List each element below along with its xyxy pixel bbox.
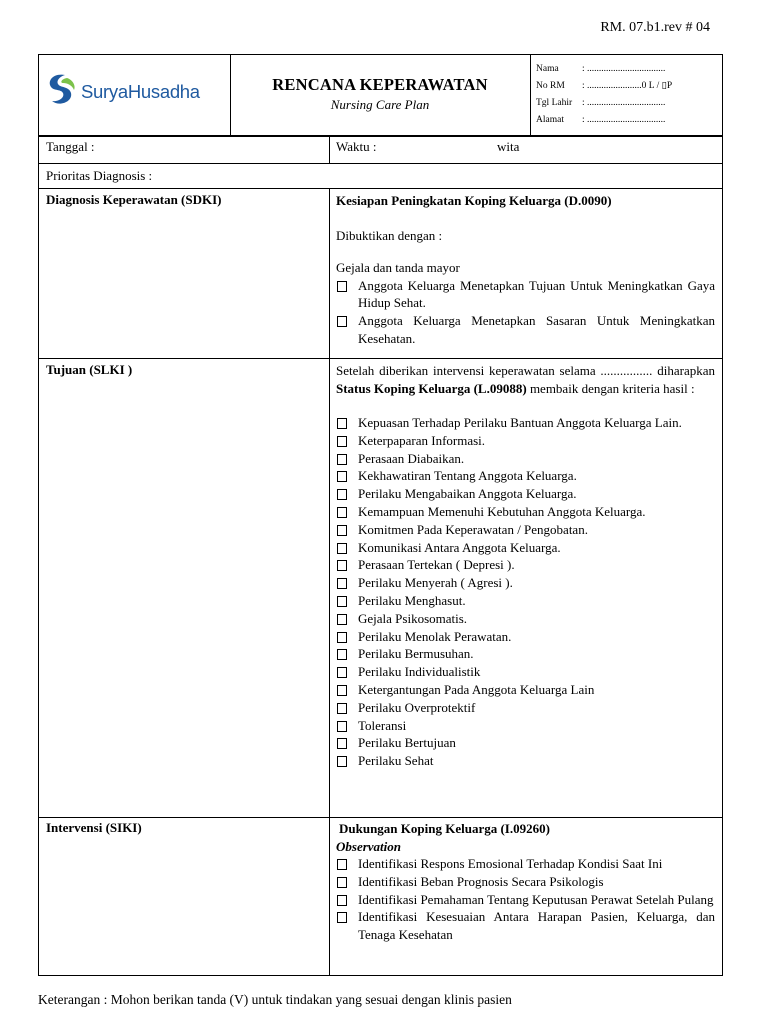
- tujuan-criteria-item[interactable]: Keterpaparan Informasi.: [336, 432, 715, 450]
- patient-field-alamat[interactable]: Alamat : .................................: [536, 115, 666, 125]
- tujuan-row: [39, 358, 722, 817]
- tujuan-criteria-item[interactable]: Perilaku Bermusuhan.: [336, 645, 715, 663]
- form-title: RENCANA KEPERAWATAN: [272, 75, 488, 94]
- tujuan-criteria-item[interactable]: Perilaku Mengabaikan Anggota Keluarga.: [336, 485, 715, 503]
- tujuan-criteria-item[interactable]: Ketergantungan Pada Anggota Keluarga Lain: [336, 681, 715, 699]
- tujuan-label: Tujuan (SLKI ): [46, 362, 133, 377]
- intervensi-item[interactable]: Identifikasi Kesesuaian Antara Harapan Pasien, Keluarga, dan Tenaga Kesehatan: [336, 908, 715, 944]
- diagnosis-row: [39, 188, 722, 358]
- tujuan-criteria-item[interactable]: Perilaku Sehat: [336, 752, 715, 770]
- intervensi-item[interactable]: Identifikasi Beban Prognosis Secara Psikologis: [336, 873, 715, 891]
- tujuan-criteria-item[interactable]: Kepuasan Terhadap Perilaku Bantuan Anggota Keluarga Lain.: [336, 414, 715, 432]
- tujuan-criteria-item[interactable]: Perilaku Bertujuan: [336, 734, 715, 752]
- priority-row: [39, 163, 722, 188]
- diagnosis-label: Diagnosis Keperawatan (SDKI): [46, 192, 222, 207]
- tanggal-field[interactable]: Tanggal :: [46, 139, 95, 154]
- intervensi-row: [39, 817, 722, 975]
- date-time-row: [39, 136, 722, 163]
- tujuan-intro: Setelah diberikan intervensi keperawatan selama ................ diharapkan Status Koping Keluarga (L.09088) membaik dengan kriteria hasil :: [336, 363, 715, 396]
- waktu-field[interactable]: Waktu :: [336, 139, 377, 154]
- diagnosis-major: Gejala dan tanda mayor: [336, 260, 460, 275]
- brand-name: SuryaHusadha: [81, 81, 200, 102]
- tujuan-criteria-item[interactable]: Gejala Psikosomatis.: [336, 610, 715, 628]
- patient-field-norm[interactable]: No RM : .......................0 L / ▯P: [536, 81, 673, 91]
- intervensi-item[interactable]: Identifikasi Pemahaman Tentang Keputusan Perawat Setelah Pulang: [336, 891, 715, 909]
- hospital-logo: [39, 55, 231, 135]
- intervensi-list: [336, 855, 715, 944]
- form-title-block: [230, 55, 531, 135]
- prioritas-field[interactable]: Prioritas Diagnosis :: [46, 168, 153, 183]
- patient-identity: [536, 61, 672, 129]
- document-code: RM. 07.b1.rev # 04: [600, 20, 710, 35]
- tujuan-criteria-item[interactable]: Perilaku Menyerah ( Agresi ).: [336, 574, 715, 592]
- diagnosis-evidence: Dibuktikan dengan :: [336, 227, 443, 243]
- tujuan-criteria-item[interactable]: Kemampuan Memenuhi Kebutuhan Anggota Keluarga.: [336, 503, 715, 521]
- intervensi-heading: Dukungan Koping Keluarga (I.09260): [339, 821, 550, 836]
- tujuan-criteria-item[interactable]: Toleransi: [336, 717, 715, 735]
- intervensi-item[interactable]: Identifikasi Respons Emosional Terhadap Kondisi Saat Ini: [336, 855, 715, 873]
- tujuan-criteria-item[interactable]: Komunikasi Antara Anggota Keluarga.: [336, 539, 715, 557]
- intervensi-label: Intervensi (SIKI): [46, 820, 142, 835]
- tujuan-criteria-item[interactable]: Perilaku Overprotektif: [336, 699, 715, 717]
- intervensi-section: Observation: [336, 838, 401, 854]
- care-plan-table: [38, 136, 723, 976]
- tujuan-criteria-item[interactable]: Perilaku Menolak Perawatan.: [336, 628, 715, 646]
- tujuan-criteria-item[interactable]: Komitmen Pada Keperawatan / Pengobatan.: [336, 521, 715, 539]
- footer-note: Keterangan : Mohon berikan tanda (V) untuk tindakan yang sesuai dengan klinis pasien: [38, 992, 512, 1007]
- tujuan-criteria-item[interactable]: Perasaan Tertekan ( Depresi ).: [336, 556, 715, 574]
- form-subtitle: Nursing Care Plan: [330, 97, 430, 112]
- patient-field-nama[interactable]: Nama : .................................: [536, 64, 666, 74]
- surya-husadha-logo-icon: [43, 71, 79, 107]
- diagnosis-item[interactable]: Anggota Keluarga Menetapkan Sasaran Untuk Meningkatkan Kesehatan.: [336, 312, 715, 348]
- tujuan-criteria-item[interactable]: Perasaan Diabaikan.: [336, 450, 715, 468]
- diagnosis-heading: Kesiapan Peningkatan Koping Keluarga (D.0090): [336, 193, 612, 208]
- tujuan-criteria-item[interactable]: Perilaku Individualistik: [336, 663, 715, 681]
- tujuan-criteria-item[interactable]: Kekhawatiran Tentang Anggota Keluarga.: [336, 467, 715, 485]
- diagnosis-item[interactable]: Anggota Keluarga Menetapkan Tujuan Untuk Meningkatkan Gaya Hidup Sehat.: [336, 277, 715, 313]
- form-header: [38, 54, 723, 136]
- tujuan-criteria-list: [336, 414, 715, 770]
- tujuan-criteria-item[interactable]: Perilaku Menghasut.: [336, 592, 715, 610]
- patient-field-tgl-lahir[interactable]: Tgl Lahir : .................................: [536, 98, 666, 108]
- wita-label: wita: [497, 139, 520, 154]
